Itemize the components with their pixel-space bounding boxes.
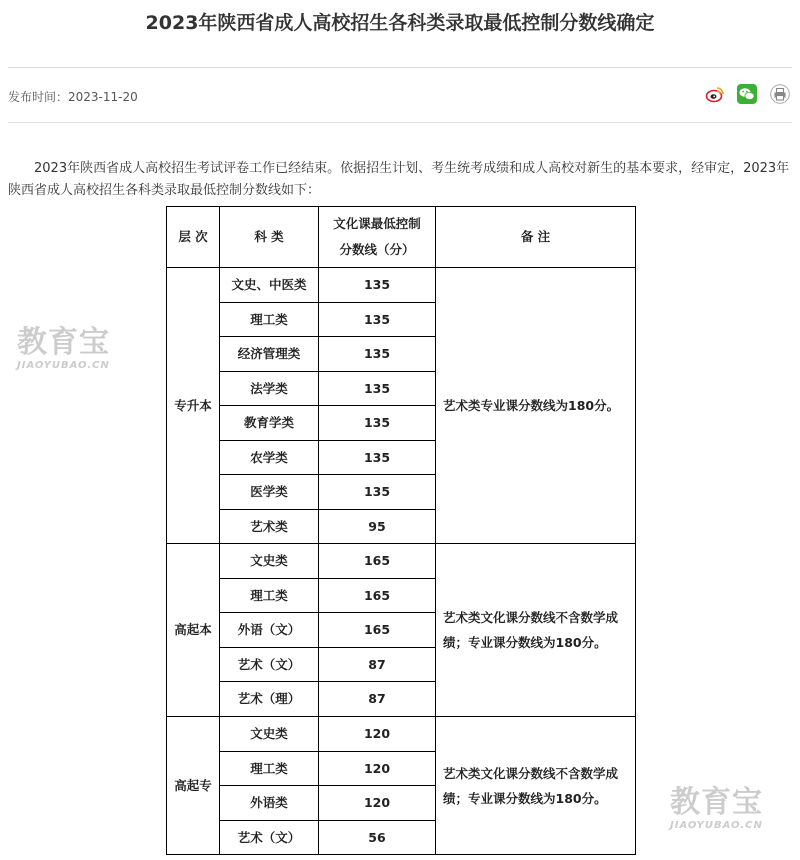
- score-cell: 135: [319, 406, 436, 441]
- score-cell: 165: [319, 544, 436, 579]
- score-cell: 87: [319, 682, 436, 717]
- watermark-left: [17, 326, 110, 371]
- score-cell: 56: [319, 821, 436, 855]
- watermark-right-en: JIAOYUBAO.CN: [670, 820, 763, 831]
- watermark-left-en: JIAOYUBAO.CN: [17, 360, 110, 371]
- category-cell: 艺术（文）: [220, 821, 319, 855]
- category-cell: 教育学类: [220, 406, 319, 441]
- score-table: [166, 206, 636, 855]
- header-note: 备 注: [436, 207, 636, 268]
- score-cell: 120: [319, 752, 436, 786]
- score-cell: 87: [319, 648, 436, 682]
- note-cell: 艺术类文化课分数线不含数学成绩；专业课分数线为180分。: [436, 717, 636, 855]
- score-cell: 135: [319, 337, 436, 372]
- score-cell: 135: [319, 372, 436, 406]
- header-level: 层 次: [167, 207, 220, 268]
- level-cell: 高起专: [167, 717, 220, 855]
- article-title: 2023年陕西省成人高校招生各科类录取最低控制分数线确定: [145, 12, 655, 34]
- category-cell: 理工类: [220, 752, 319, 786]
- category-cell: 理工类: [220, 303, 319, 337]
- watermark-right-cn: 教育宝: [670, 785, 763, 820]
- score-cell: 120: [319, 786, 436, 821]
- score-cell: 95: [319, 510, 436, 544]
- category-cell: 文史、中医类: [220, 268, 319, 303]
- table-body: [167, 268, 636, 855]
- category-cell: 医学类: [220, 475, 319, 510]
- category-cell: 艺术（文）: [220, 648, 319, 682]
- watermark-right: [670, 786, 763, 831]
- wechat-icon[interactable]: [737, 84, 757, 104]
- level-cell: 专升本: [167, 268, 220, 544]
- note-cell: 艺术类文化课分数线不含数学成绩；专业课分数线为180分。: [436, 544, 636, 717]
- score-cell: 135: [319, 303, 436, 337]
- score-cell: 165: [319, 613, 436, 648]
- score-cell: 135: [319, 475, 436, 510]
- category-cell: 法学类: [220, 372, 319, 406]
- level-cell: 高起本: [167, 544, 220, 717]
- score-cell: 165: [319, 579, 436, 613]
- table-row: [167, 268, 636, 303]
- score-cell: 135: [319, 268, 436, 303]
- category-cell: 外语（文）: [220, 613, 319, 648]
- category-cell: 外语类: [220, 786, 319, 821]
- score-cell: 135: [319, 441, 436, 475]
- score-cell: 120: [319, 717, 436, 752]
- category-cell: 艺术类: [220, 510, 319, 544]
- table-row: [167, 717, 636, 752]
- publish-label: 发布时间：: [8, 90, 69, 104]
- table-header-row: [167, 207, 636, 268]
- weibo-icon[interactable]: [705, 84, 725, 104]
- watermark-left-cn: 教育宝: [17, 325, 110, 360]
- header-score: [319, 207, 436, 268]
- category-cell: 艺术（理）: [220, 682, 319, 717]
- category-cell: 农学类: [220, 441, 319, 475]
- table-row: [167, 544, 636, 579]
- category-cell: 理工类: [220, 579, 319, 613]
- category-cell: 文史类: [220, 717, 319, 752]
- print-icon[interactable]: [770, 84, 790, 104]
- header-score-line1: 文化课最低控制: [333, 216, 421, 231]
- header-score-line2: 分数线（分）: [339, 242, 415, 257]
- category-cell: 经济管理类: [220, 337, 319, 372]
- meta-divider: [8, 122, 792, 123]
- publish-info: [8, 88, 138, 105]
- category-cell: 文史类: [220, 544, 319, 579]
- intro-paragraph: 2023年陕西省成人高校招生考试评卷工作已经结束。依据招生计划、考生统考成绩和成人高校对新生的基本要求，经审定，2023年陕西省成人高校招生各科类录取最低控制分数线如下：: [8, 161, 790, 198]
- publish-date: 2023-11-20: [68, 90, 138, 104]
- note-cell: 艺术类专业课分数线为180分。: [436, 268, 636, 544]
- header-category: 科 类: [220, 207, 319, 268]
- title-divider: [8, 67, 792, 68]
